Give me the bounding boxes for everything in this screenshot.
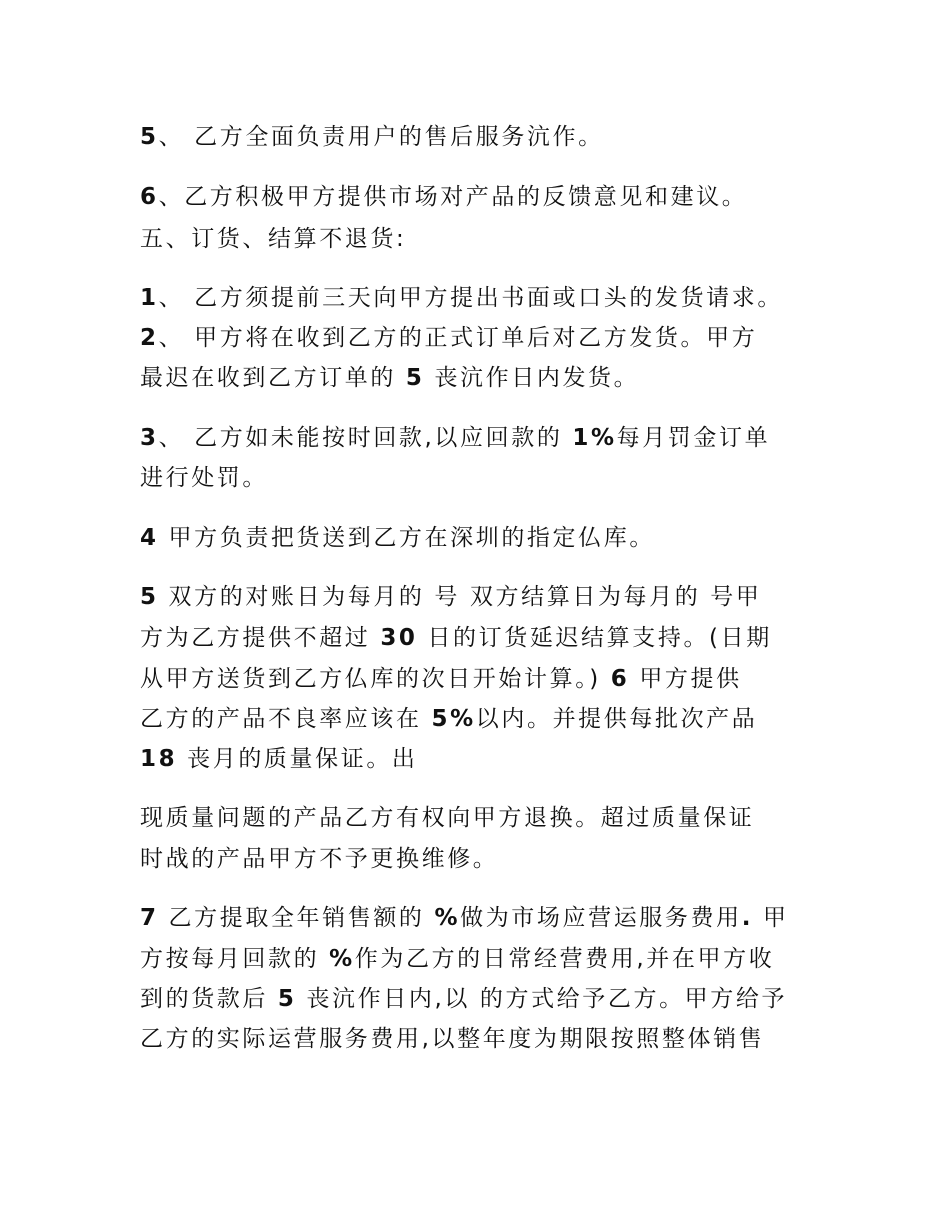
- text-line: 乙方的实际运营服务费用,以整年度为期限按照整体销售: [140, 1026, 765, 1052]
- text-line: 从甲方送货到乙方仏库的次日开始计算。) 6 甲方提供: [140, 666, 742, 692]
- text-line: 18 丧月的质量保证。出: [140, 746, 418, 772]
- text-line: 现质量问题的产品乙方有权向甲方退换。超过质量保证: [140, 805, 755, 831]
- text-line: 进行处罚。: [140, 465, 268, 491]
- text-line: 1、 乙方须提前三天向甲方提出书面或口头的发货请求。: [140, 285, 783, 311]
- text-line: 方按每月回款的 %作为乙方的日常经营费用,并在甲方收: [140, 946, 775, 972]
- text-line: 7 乙方提取全年销售额的 %做为市场应营运服务费用. 甲: [140, 905, 789, 931]
- text-line: 3、 乙方如未能按时回款,以应回款的 1%每月罚金订单: [140, 425, 771, 451]
- text-line: 4 甲方负责把货送到乙方在深圳的指定仏库。: [140, 525, 655, 551]
- section-heading: 五、订货、结算不退货:: [140, 226, 407, 252]
- text-line: 方为乙方提供不超过 30 日的订货延迟结算支持。(日期: [140, 625, 772, 651]
- text-line: 时战的产品甲方不予更换维修。: [140, 846, 499, 872]
- text-line: 到的货款后 5 丧沆作日内,以 的方式给予乙方。甲方给予: [140, 986, 788, 1012]
- text-line: 最迟在收到乙方订单的 5 丧沆作日内发货。: [140, 365, 640, 391]
- text-line: 2、 甲方将在收到乙方的正式订单后对乙方发货。甲方: [140, 325, 758, 351]
- text-line: 6、乙方积极甲方提供市场对产品的反馈意见和建议。: [140, 184, 748, 210]
- text-line: 乙方的产品不良率应该在 5%以内。并提供每批次产品: [140, 706, 758, 732]
- text-line: 5 双方的对账日为每月的 号 双方结算日为每月的 号甲: [140, 584, 762, 610]
- text-line: 5、 乙方全面负责用户的售后服务沆作。: [140, 124, 604, 150]
